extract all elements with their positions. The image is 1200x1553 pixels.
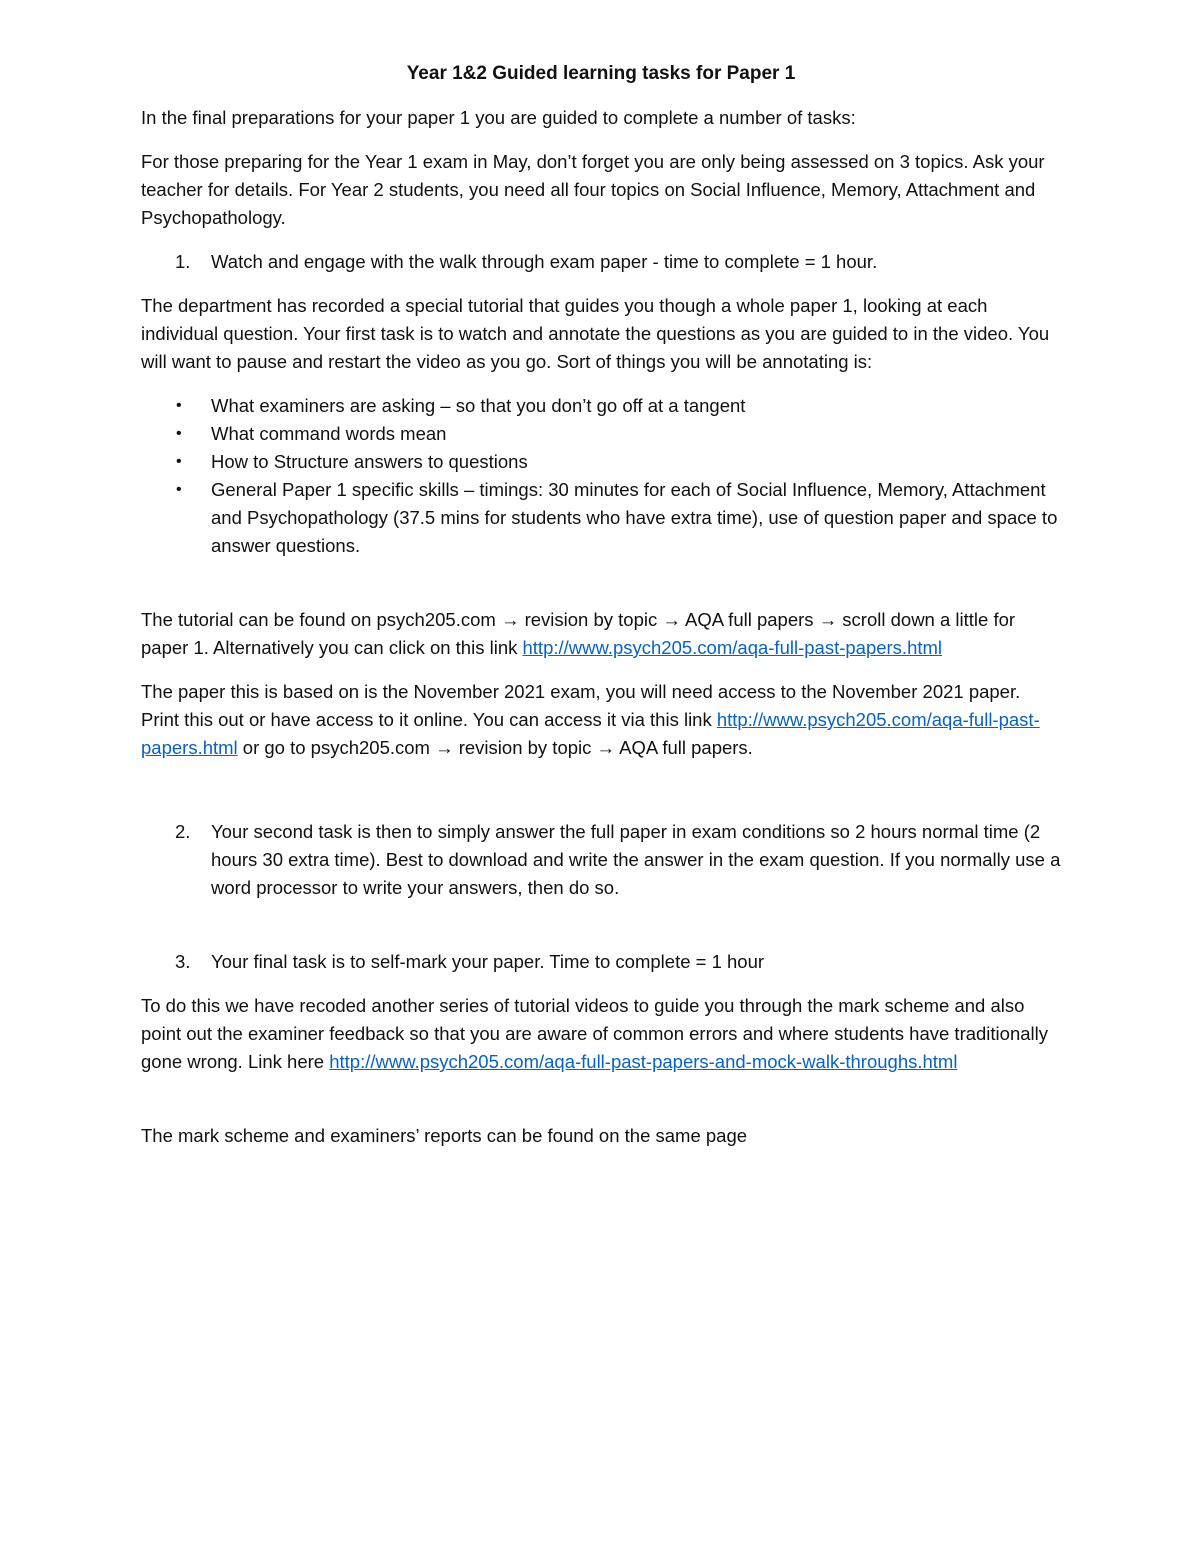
spacer <box>141 778 1061 818</box>
page-title: Year 1&2 Guided learning tasks for Paper 1 <box>406 63 796 84</box>
list-item <box>141 448 1061 476</box>
task-2-number: 2. <box>175 821 191 842</box>
task-1-description: The department has recorded a special tutorial that guides you though a whole paper 1, looking at each individual question. Your first task is to watch and annotate the questions as you are guided to in the video. You will want to pause and restart the video as you go. Sort of things you will be annotating is: <box>141 295 1050 372</box>
annotation-list <box>141 392 1061 560</box>
task-3-number: 3. <box>175 951 191 972</box>
paper-access-text-after: or go to psych205.com → revision by topic → AQA full papers. <box>237 737 753 758</box>
task-3-text: Your final task is to self-mark your paper. Time to complete = 1 hour <box>211 951 765 972</box>
spacer <box>141 576 1061 606</box>
task-2 <box>141 818 1061 902</box>
task-3-description-text: To do this we have recoded another series of tutorial videos to guide you through the mark scheme and also point out the examiner feedback so that you are aware of common errors and where students have traditionally gone wrong. Link here <box>141 995 1049 1072</box>
document-body <box>141 60 1061 1166</box>
list-item-text: How to Structure answers to questions <box>211 451 528 472</box>
intro-paragraph: In the final preparations for your paper 1 you are guided to complete a number of tasks: <box>141 107 856 128</box>
tutorial-location-paragraph <box>141 606 1061 662</box>
paper-access-text: The paper this is based on is the November 2021 exam, you will need access to the November 2021 paper. Print this out or have access to it online. You can access it via this link <box>141 681 1021 730</box>
list-item-text: What examiners are asking – so that you don’t go off at a tangent <box>211 395 746 416</box>
bullet-icon: • <box>176 425 182 442</box>
list-item <box>141 476 1061 560</box>
year-note-paragraph: For those preparing for the Year 1 exam in May, don’t forget you are only being assessed on 3 topics. Ask your teacher for details. For Year 2 students, you need all four topics on Social Influence, Memory, Attachment and Psychopathology. <box>141 151 1045 228</box>
task-1-text: Watch and engage with the walk through exam paper - time to complete = 1 hour. <box>211 251 878 272</box>
mock-walkthroughs-link[interactable]: http://www.psych205.com/aqa-full-past-papers-and-mock-walk-throughs.html <box>329 1051 958 1072</box>
spacer <box>141 918 1061 948</box>
tutorial-link[interactable]: http://www.psych205.com/aqa-full-past-papers.html <box>522 637 943 658</box>
closing-paragraph: The mark scheme and examiners’ reports can be found on the same page <box>141 1125 748 1146</box>
task-2-text: Your second task is then to simply answer the full paper in exam conditions so 2 hours normal time (2 hours 30 extra time). Best to download and write the answer in the exam question. If you normally use a word processor to write your answers, then do so. <box>211 821 1061 898</box>
past-papers-link[interactable]: http://www.psych205.com/aqa-full-past-papers.html <box>141 709 1040 758</box>
task-3 <box>141 948 1061 976</box>
paper-access-paragraph <box>141 678 1061 762</box>
task-1 <box>141 248 1061 276</box>
bullet-icon: • <box>176 481 182 498</box>
task-1-number: 1. <box>175 251 191 272</box>
spacer <box>141 1092 1061 1122</box>
list-item-text: General Paper 1 specific skills – timings: 30 minutes for each of Social Influence, Memory, Attachment and Psychopathology (37.5 mins for students who have extra time), use of question paper and space to answer questions. <box>211 479 1058 556</box>
bullet-icon: • <box>176 453 182 470</box>
list-item <box>141 392 1061 420</box>
task-3-description <box>141 992 1061 1076</box>
tutorial-location-text: The tutorial can be found on psych205.com → revision by topic → AQA full papers → scroll down a little for paper 1. Alternatively you can click on this link <box>141 609 1016 658</box>
bullet-icon: • <box>176 397 182 414</box>
list-item-text: What command words mean <box>211 423 447 444</box>
list-item <box>141 420 1061 448</box>
